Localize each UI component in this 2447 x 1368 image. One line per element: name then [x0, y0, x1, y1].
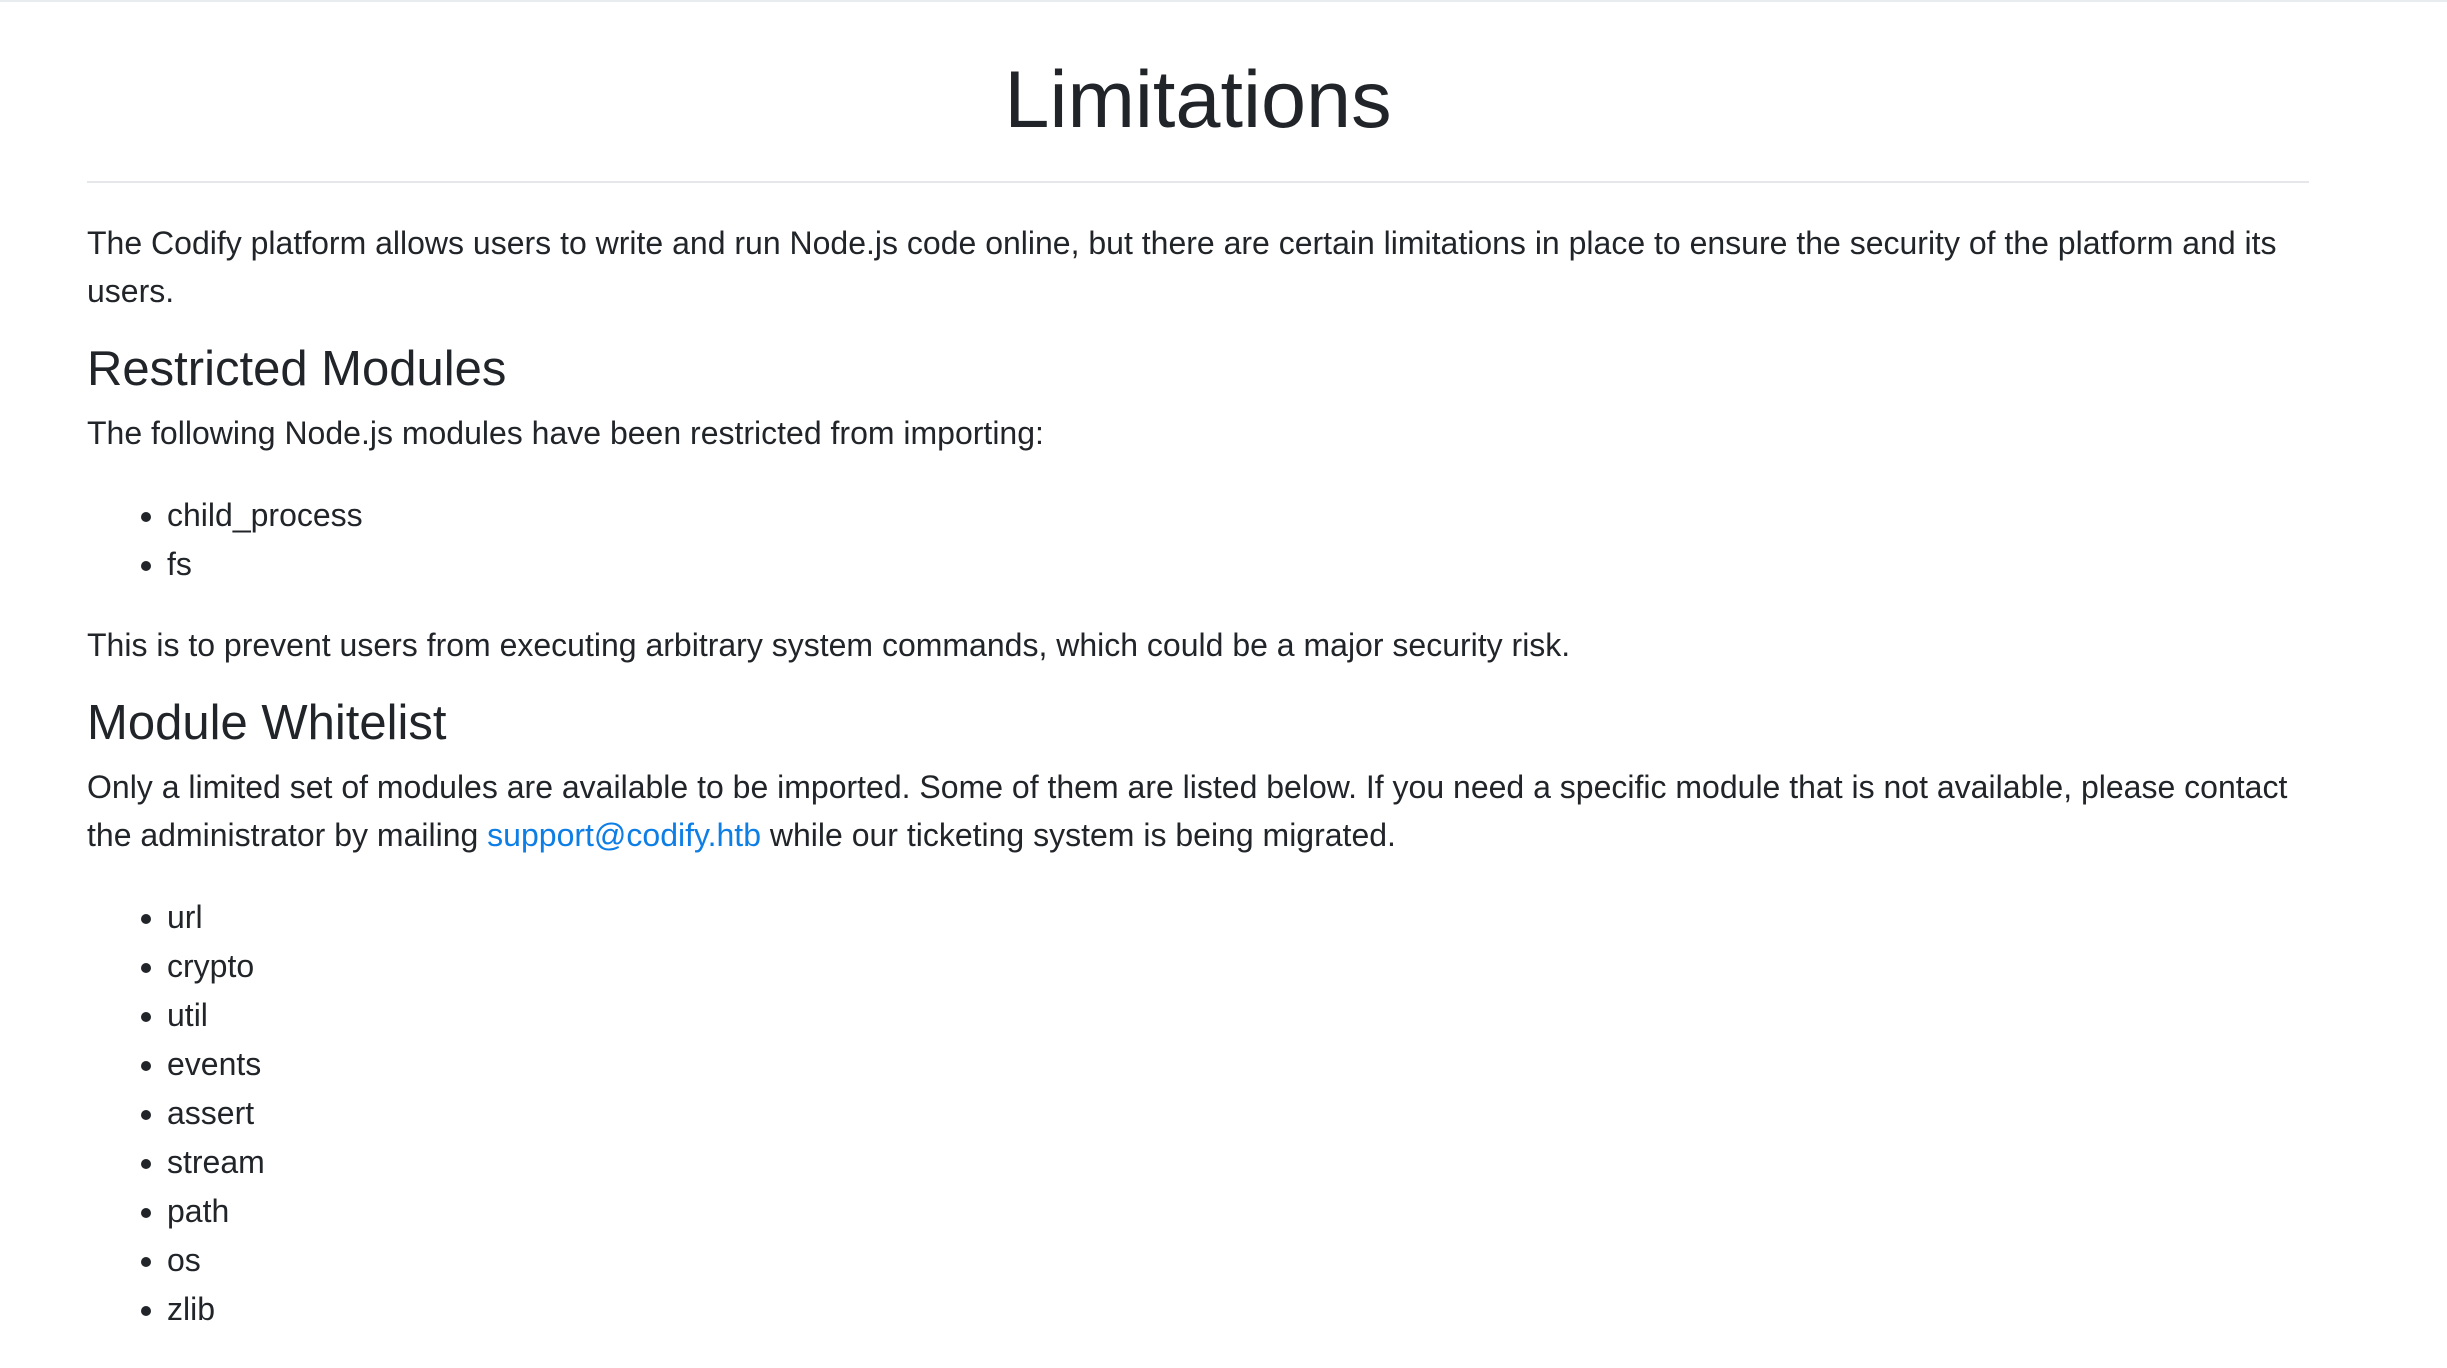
list-item: • crypto [167, 942, 2309, 991]
list-item: • url [167, 893, 2309, 942]
page-title: Limitations [1004, 55, 1392, 145]
list-item: • path [167, 1187, 2309, 1236]
whitelist-description [87, 763, 2309, 859]
list-item: • stream [167, 1138, 2309, 1187]
whitelist-modules-list [87, 893, 2309, 1334]
title-divider [87, 181, 2309, 183]
intro-paragraph: The Codify platform allows users to write and run Node.js code online, but there are certain limitations in place to ensure the security of the platform and its users. [87, 225, 2277, 309]
whitelist-description-text: Only a limited set of modules are available to be imported. Some of them are listed below. If you need a specific module that is not available, please contact the administrator by mailing [87, 769, 2288, 853]
restriction-reason: This is to prevent users from executing arbitrary system commands, which could be a major security risk. [87, 627, 1571, 663]
list-item: • events [167, 1040, 2309, 1089]
restricted-modules-list [87, 491, 2309, 589]
main-content [87, 0, 2309, 1334]
list-item: • child_process [167, 491, 2309, 540]
list-item: • fs [167, 540, 2309, 589]
module-whitelist-heading: Module Whitelist [87, 696, 447, 750]
list-item: • zlib [167, 1285, 2309, 1334]
whitelist-description-text-end: while our ticketing system is being migrated. [760, 817, 1396, 853]
list-item: • os [167, 1236, 2309, 1285]
list-item: • assert [167, 1089, 2309, 1138]
list-item: • util [167, 991, 2309, 1040]
support-email-link[interactable]: support@codify.htb [487, 817, 761, 853]
restricted-modules-heading: Restricted Modules [87, 342, 507, 396]
restricted-modules-description: The following Node.js modules have been restricted from importing: [87, 415, 1044, 451]
